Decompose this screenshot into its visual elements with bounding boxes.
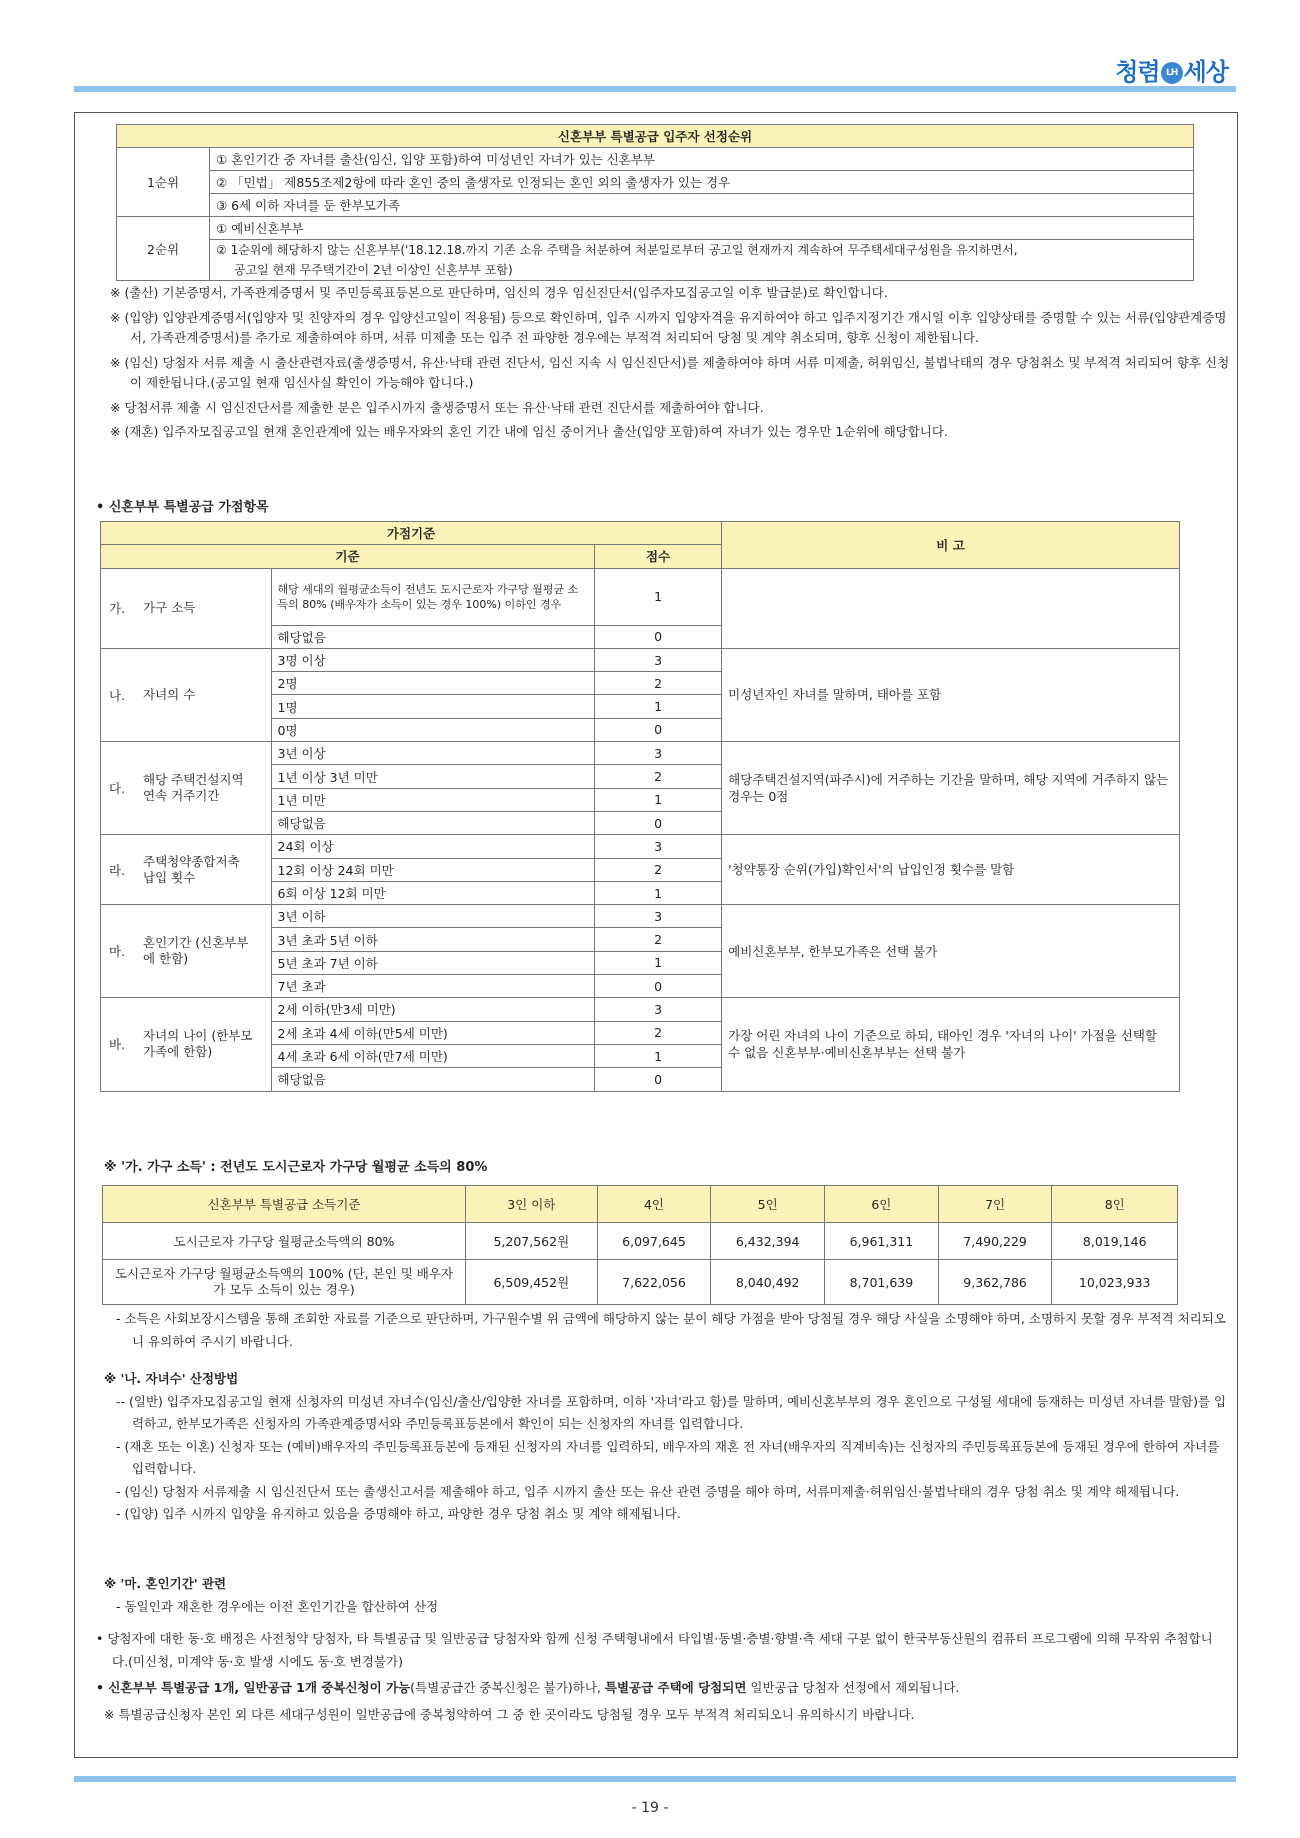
rank2-label: 2순위 — [117, 217, 210, 281]
income-table — [102, 1185, 1178, 1305]
points-category: 나. 자녀의 수 — [101, 648, 272, 741]
children-item: - (임신) 당첨자 서류제출 시 임신진단서 또는 출생신고서를 제출해야 하고, 입주 시까지 출산 또는 유산 관련 증명을 해야 하며, 서류미제출·허위임신·불법낙태의 경우 당첨 취소 및 계약 해제됩니다. — [116, 1483, 1180, 1499]
income-cell: 7,622,056 — [597, 1260, 711, 1305]
points-score: 1 — [595, 695, 722, 718]
income-cell: 6,509,452원 — [466, 1260, 598, 1305]
income-cell: 8,019,146 — [1052, 1223, 1178, 1260]
points-score: 2 — [595, 1021, 722, 1044]
points-score: 1 — [595, 788, 722, 811]
points-criteria: 해당없음 — [271, 625, 594, 648]
points-note — [722, 568, 1180, 648]
points-row — [101, 998, 1180, 1021]
final-note: ※ 특별공급신청자 본인 외 다른 세대구성원이 일반공급에 중복청약하여 그 중 한 곳이라도 당첨될 경우 모두 부적격 처리되오니 유의하시기 바랍니다. — [104, 1706, 915, 1722]
points-score: 2 — [595, 765, 722, 788]
points-note: 미성년자인 자녀를 말하며, 태아를 포함 — [722, 648, 1180, 741]
points-score: 3 — [595, 742, 722, 765]
points-row — [101, 648, 1180, 671]
points-criteria: 4세 초과 6세 이하(만7세 미만) — [271, 1044, 594, 1067]
rank1-item: ② 「민법」 제855조제2항에 따라 혼인 중의 출생자로 인정되는 혼인 외의 출생자가 있는 경우 — [210, 171, 1194, 194]
points-row — [101, 568, 1180, 625]
points-criteria: 12회 이상 24회 미만 — [271, 858, 594, 881]
points-criteria: 2명 — [271, 672, 594, 695]
marriage-item: - 동일인과 재혼한 경우에는 이전 혼인기간을 합산하여 산정 — [116, 1598, 439, 1614]
points-category: 바.자녀의 나이 (한부모가족에 한함) — [101, 998, 272, 1091]
children-block — [100, 1368, 1230, 1526]
points-score: 3 — [595, 905, 722, 928]
points-criteria: 3년 초과 5년 이하 — [271, 928, 594, 951]
logo-mark: LH — [1161, 62, 1183, 84]
top-divider — [74, 86, 1236, 92]
points-category: 마.혼인기간 (신혼부부에 한함) — [101, 905, 272, 998]
points-criteria: 3명 이상 — [271, 648, 594, 671]
points-criteria: 3년 이상 — [271, 742, 594, 765]
points-header-note: 비 고 — [722, 522, 1180, 569]
points-note: 예비신혼부부, 한부모가족은 선택 불가 — [722, 905, 1180, 998]
ranking-table — [116, 124, 1194, 281]
rank1-item: ① 혼인기간 중 자녀를 출산(임신, 입양 포함)하여 미성년인 자녀가 있는 신혼부부 — [210, 148, 1194, 171]
points-header-group: 가점기준 — [101, 522, 722, 545]
income-header: 4인 — [597, 1186, 711, 1223]
points-criteria: 해당없음 — [271, 811, 594, 834]
points-score: 2 — [595, 928, 722, 951]
income-cell: 7,490,229 — [938, 1223, 1052, 1260]
rank1-label: 1순위 — [117, 148, 210, 217]
points-criteria: 1년 이상 3년 미만 — [271, 765, 594, 788]
points-score: 1 — [595, 951, 722, 974]
income-note-block — [100, 1308, 1230, 1353]
bullets-block — [96, 1628, 1226, 1726]
logo-text-b: 세상 — [1183, 58, 1228, 86]
points-header-score: 점수 — [595, 545, 722, 568]
points-score: 0 — [595, 975, 722, 998]
rank2-item: ① 예비신혼부부 — [210, 217, 1194, 240]
marriage-title: ※ '마. 혼인기간' 관련 — [104, 1576, 227, 1591]
points-criteria: 1명 — [271, 695, 594, 718]
income-cell: 8,040,492 — [711, 1260, 825, 1305]
children-item: - (재혼 또는 이혼) 신청자 또는 (예비)배우자의 주민등록표등본에 등재된 신청자의 자녀를 입력하되, 배우자의 재혼 전 자녀(배우자의 직계비속)는 신청자의 주민등록표등본에 등재된 경우에 한하여 자녀를 입력합니다. — [116, 1438, 1220, 1476]
income-header: 3인 이하 — [466, 1186, 598, 1223]
income-cell: 5,207,562원 — [466, 1223, 598, 1260]
ranking-table-title: 신혼부부 특별공급 입주자 선정순위 — [117, 125, 1194, 148]
section-title-points: • 신혼부부 특별공급 가점항목 — [96, 500, 269, 515]
points-header-criteria: 기준 — [101, 545, 595, 568]
points-category: 라.주택청약종합저축 납입 횟수 — [101, 835, 272, 905]
points-row — [101, 835, 1180, 858]
points-criteria: 24회 이상 — [271, 835, 594, 858]
income-row-label: 도시근로자 가구당 월평균소득액의 80% — [103, 1223, 466, 1260]
income-row-label: 도시근로자 가구당 월평균소득액의 100% (단, 본인 및 배우자가 모두 소득이 있는 경우) — [103, 1260, 466, 1305]
income-cell: 8,701,639 — [825, 1260, 939, 1305]
logo-text-a: 청렴 — [1115, 58, 1160, 86]
children-item: - (입양) 입주 시까지 입양을 유지하고 있음을 증명해야 하고, 파양한 경우 당첨 취소 및 계약 해제됩니다. — [116, 1506, 681, 1521]
points-score: 3 — [595, 835, 722, 858]
points-criteria: 해당 세대의 월평균소득이 전년도 도시근로자 가구당 월평균 소득의 80% (배우자가 소득이 있는 경우 100%) 이하인 경우 — [271, 568, 594, 625]
note-birth: ※ (출산) 기본증명서, 가족관계증명서 및 주민등록표등본으로 판단하며, 임신의 경우 임신진단서(입주자모집공고일 이후 발급분)로 확인합니다. — [110, 285, 888, 300]
income-cell: 6,961,311 — [825, 1223, 939, 1260]
points-criteria: 2세 이하(만3세 미만) — [271, 998, 594, 1021]
points-score: 1 — [595, 881, 722, 904]
points-criteria: 0명 — [271, 718, 594, 741]
income-header: 신혼부부 특별공급 소득기준 — [103, 1186, 466, 1223]
income-cell: 6,432,394 — [711, 1223, 825, 1260]
points-score: 0 — [595, 718, 722, 741]
points-score: 2 — [595, 672, 722, 695]
income-header: 7인 — [938, 1186, 1052, 1223]
points-score: 0 — [595, 811, 722, 834]
points-note: 해당주택건설지역(파주시)에 거주하는 기간을 말하며, 해당 지역에 거주하지 않는 경우는 0점 — [722, 742, 1180, 835]
income-header: 6인 — [825, 1186, 939, 1223]
section-title-income: ※ '가. 가구 소득' : 전년도 도시근로자 가구당 월평균 소득의 80% — [104, 1160, 488, 1175]
points-note: '청약통장 순위(가입)확인서'의 납입인정 횟수를 말함 — [722, 835, 1180, 905]
income-note: - 소득은 사회보장시스템을 통해 조회한 자료를 기준으로 판단하며, 가구원수별 위 금액에 해당하지 않는 분이 해당 가점을 받아 당첨될 경우 해당 사실을 소명해야 하며, 소명하지 못할 경우 부적격 처리되오니 유의하여 주시기 바랍니다. — [116, 1311, 1226, 1349]
points-criteria: 6회 이상 12회 미만 — [271, 881, 594, 904]
page-number: - 19 - — [631, 1800, 669, 1816]
points-score: 0 — [595, 625, 722, 648]
points-criteria: 3년 이하 — [271, 905, 594, 928]
points-criteria: 해당없음 — [271, 1068, 594, 1091]
points-category: 가. 가구 소득 — [101, 568, 272, 648]
bullet-assignment: • 당첨자에 대한 동·호 배정은 사전청약 당첨자, 타 특별공급 및 일반공급 당첨자와 함께 신청 주택형내에서 타입별·동별·층별·향별·측 세대 구분 없이 한국부동산원의 컴퓨터 프로그램에 의해 무작위 추첨합니다.(미신청, 미계약 동·호 발생 시에도 동·호 변경불가) — [96, 1631, 1213, 1669]
bullet-duplicate: • 신혼부부 특별공급 1개, 일반공급 1개 중복신청이 가능(특별공급간 중복신청은 불가)하나, 특별공급 주택에 당첨되면 일반공급 당첨자 선정에서 제외됩니다. — [96, 1680, 960, 1695]
points-criteria: 5년 초과 7년 이하 — [271, 951, 594, 974]
points-row — [101, 905, 1180, 928]
points-category: 다.해당 주택건설지역 연속 거주기간 — [101, 742, 272, 835]
points-row — [101, 742, 1180, 765]
points-score: 1 — [595, 568, 722, 625]
points-score: 0 — [595, 1068, 722, 1091]
income-cell: 6,097,645 — [597, 1223, 711, 1260]
points-table — [100, 521, 1180, 1092]
children-item: -- (일반) 입주자모집공고일 현재 신청자의 미성년 자녀수(임신/출산/입양한 자녀를 포함하며, 이하 '자녀'라고 함)를 말하며, 예비신혼부부의 경우 혼인으로 구성될 세대에 등재하는 미성년 자녀를 말함)를 입력하고, 한부모가족은 신청자의 가족관계증명서와 주민등록표등본에서 확인이 되는 신청자의 자녀를 입력합니다. — [116, 1393, 1227, 1431]
note-remarriage: ※ (재혼) 입주자모집공고일 현재 혼인관계에 있는 배우자와의 혼인 기간 내에 임신 중이거나 출산(입양 포함)하여 자녀가 있는 경우만 1순위에 해당합니다. — [110, 424, 948, 439]
points-score: 2 — [595, 858, 722, 881]
income-cell: 10,023,933 — [1052, 1260, 1178, 1305]
points-criteria: 2세 초과 4세 이하(만5세 미만) — [271, 1021, 594, 1044]
note-pregnancy: ※ (임신) 당첨자 서류 제출 시 출산관련자료(출생증명서, 유산·낙태 관련 진단서, 임신 지속 시 임신진단서)를 제출하여야 하며 서류 미제출, 허위임신, 불법낙태의 경우 당첨취소 및 부적격 처리되어 향후 신청이 제한됩니다.(공고일 현재 임신사실 확인이 가능해야 합니다.) — [110, 354, 1230, 390]
income-header: 8인 — [1052, 1186, 1178, 1223]
points-criteria: 7년 초과 — [271, 975, 594, 998]
note-adoption: ※ (입양) 입양관계증명서(입양자 및 친양자의 경우 입양신고일이 적용됨) 등으로 확인하며, 입주 시까지 입양자격을 유지하여야 하고 입주지정기간 개시일 이후 입양상태를 증명할 수 있는 서류(입양관계증명서, 가족관계증명서)를 추가로 제출하여야 하며, 서류 미제출 또는 입주 전 파양한 경우에는 부적격 처리되어 당첨 및 계약 취소되며, 향후 신청이 제한됩니다. — [110, 309, 1227, 345]
ranking-notes — [110, 283, 1230, 447]
income-header: 5인 — [711, 1186, 825, 1223]
income-cell: 9,362,786 — [938, 1260, 1052, 1305]
bottom-divider — [74, 1776, 1236, 1782]
points-note: 가장 어린 자녀의 나이 기준으로 하되, 태아인 경우 '자녀의 나이' 가점을 선택할 수 없음 신혼부부·예비신혼부부는 선택 불가 — [722, 998, 1180, 1091]
points-score: 3 — [595, 998, 722, 1021]
points-criteria: 1년 미만 — [271, 788, 594, 811]
rank1-item: ③ 6세 이하 자녀를 둔 한부모가족 — [210, 194, 1194, 217]
points-score: 1 — [595, 1044, 722, 1067]
note-documents: ※ 당첨서류 제출 시 임신진단서를 제출한 분은 입주시까지 출생증명서 또는 유산·낙태 관련 진단서를 제출하여야 합니다. — [110, 399, 764, 415]
points-score: 3 — [595, 648, 722, 671]
marriage-block — [100, 1573, 1230, 1618]
children-title: ※ '나. 자녀수' 산정방법 — [104, 1371, 239, 1386]
logo — [1115, 52, 1228, 87]
rank2-item: ② 1순위에 해당하지 않는 신혼부부('18.12.18.까지 기존 소유 주택을 처분하여 처분일로부터 공고일 현재까지 계속하여 무주택세대구성원을 유지하면서, 공고일 현재 무주택기간이 2년 이상인 신혼부부 포함) — [210, 240, 1194, 281]
